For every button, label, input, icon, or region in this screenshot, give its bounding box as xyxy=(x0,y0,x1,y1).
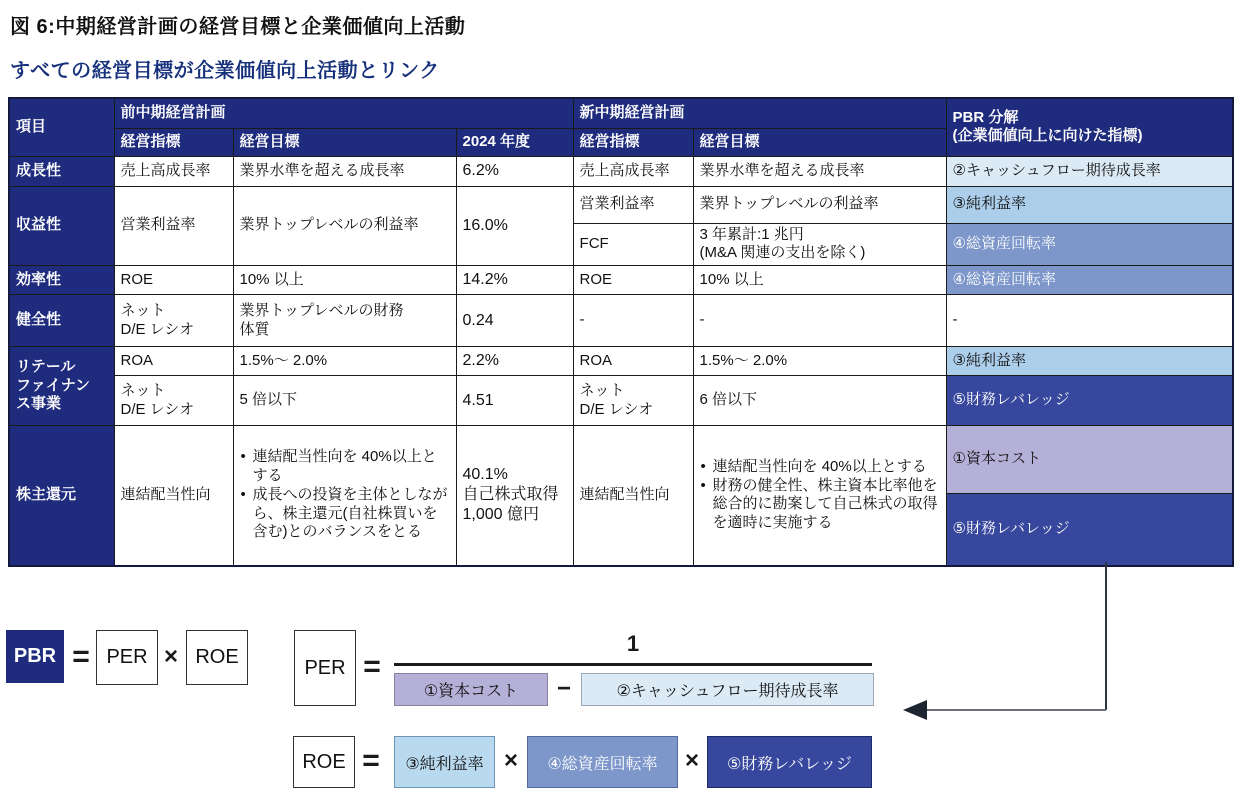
capital-cost-term: ①資本コスト xyxy=(394,673,548,706)
header-pbr-decomposition xyxy=(946,98,1233,156)
cell-growth-new-kpi: 売上高成長率 xyxy=(573,156,693,186)
equals-sign: = xyxy=(72,639,90,673)
sh-fy2024-line2: 自己株式取得 xyxy=(462,486,559,504)
row-label-growth: 成長性 xyxy=(9,156,114,186)
cell-sh-new-target xyxy=(693,426,946,566)
cell-retail-new-target-2: 6 倍以下 xyxy=(693,376,946,426)
fcf-target-line2: (M&A 関連の支出を除く) xyxy=(699,244,866,262)
cell-retail-prev-target-2: 5 倍以下 xyxy=(233,376,456,426)
minus-sign: − xyxy=(556,674,571,702)
cell-eff-fy2024: 14.2% xyxy=(456,266,573,295)
cell-retail-new-target-1: 1.5%〜 2.0% xyxy=(693,347,946,376)
row-label-profitability: 収益性 xyxy=(9,186,114,266)
retail-label-line1: リテール xyxy=(16,357,76,375)
header-prev-target: 経営目標 xyxy=(233,128,456,156)
cell-profit-fy2024: 16.0% xyxy=(456,186,573,266)
net-de-line1: ネット xyxy=(120,381,166,399)
per-term-box: PER xyxy=(96,630,158,685)
cell-sound-new-target: - xyxy=(693,295,946,347)
cell-retail-fy2024-1: 2.2% xyxy=(456,347,573,376)
connector-line-horizontal xyxy=(925,709,1106,711)
sound-target-line1: 業界トップレベルの財務 xyxy=(239,301,404,319)
multiply-sign: × xyxy=(503,747,518,774)
row-label-retail-finance xyxy=(9,347,114,426)
cell-sound-new-kpi: - xyxy=(573,295,693,347)
header-prev-plan: 前中期経営計画 xyxy=(114,98,573,128)
cell-sound-pbr: - xyxy=(946,295,1233,347)
cell-eff-prev-kpi: ROE xyxy=(114,266,233,295)
equals-sign: = xyxy=(362,744,380,777)
cell-eff-prev-target: 10% 以上 xyxy=(233,266,456,295)
row-soundness xyxy=(9,295,1233,347)
net-de-line2: D/E レシオ xyxy=(579,400,654,418)
net-de-line2: D/E レシオ xyxy=(120,320,195,338)
cell-retail-prev-kpi-2 xyxy=(114,376,233,426)
cell-retail-new-kpi-1: ROA xyxy=(573,347,693,376)
cell-profit-new-kpi-2: FCF xyxy=(573,223,693,266)
pbr-term-box: PBR xyxy=(6,630,64,683)
management-targets-table xyxy=(8,97,1234,567)
roe-lhs-box: ROE xyxy=(293,736,355,788)
retail-label-line2: ファイナン xyxy=(16,376,90,394)
cell-sound-prev-kpi xyxy=(114,295,233,347)
cell-sh-prev-target xyxy=(233,426,456,566)
cell-sh-pbr-2: ⑤財務レバレッジ xyxy=(946,494,1233,566)
row-retail-2 xyxy=(9,376,1233,426)
new-target-bullet-list xyxy=(700,458,940,533)
cell-sound-fy2024: 0.24 xyxy=(456,295,573,347)
row-retail-1 xyxy=(9,347,1233,376)
multiply-sign: × xyxy=(684,747,699,774)
net-de-line1: ネット xyxy=(120,301,166,319)
cell-retail-new-kpi-2 xyxy=(573,376,693,426)
cell-sh-prev-kpi: 連結配当性向 xyxy=(114,426,233,566)
cell-profit-prev-target: 業界トップレベルの利益率 xyxy=(233,186,456,266)
header-pbr-line2: (企業価値向上に向けた指標) xyxy=(952,127,1143,145)
header-new-target: 経営目標 xyxy=(693,128,946,156)
cell-retail-pbr-2: ⑤財務レバレッジ xyxy=(946,376,1233,426)
bullet-item: • 成長への投資を主体としながら、株主還元(自社株買いを含む)とのバランスをとる xyxy=(240,486,450,542)
header-item: 項目 xyxy=(9,98,114,156)
equals-sign: = xyxy=(363,649,381,683)
prev-target-bullet-list xyxy=(240,448,450,542)
retail-label-line3: ス事業 xyxy=(16,395,62,413)
roe-term-box: ROE xyxy=(186,630,248,685)
per-lhs-box: PER xyxy=(294,630,356,706)
asset-turnover-term: ④総資産回転率 xyxy=(527,736,678,788)
cell-sh-new-kpi: 連結配当性向 xyxy=(573,426,693,566)
row-label-efficiency: 効率性 xyxy=(9,266,114,295)
cell-profit-new-kpi-1: 営業利益率 xyxy=(573,186,693,223)
row-shareholder-1 xyxy=(9,426,1233,494)
cell-growth-prev-target: 業界水準を超える成長率 xyxy=(233,156,456,186)
bullet-item: • 財務の健全性、株主資本比率他を総合的に勘案して自己株式の取得を適時に実施する xyxy=(700,477,940,533)
multiply-sign: × xyxy=(163,642,178,670)
header-new-plan: 新中期経営計画 xyxy=(573,98,946,128)
cell-retail-pbr-1: ③純利益率 xyxy=(946,347,1233,376)
cell-sound-prev-target xyxy=(233,295,456,347)
header-fy2024: 2024 年度 xyxy=(456,128,573,156)
row-label-soundness: 健全性 xyxy=(9,295,114,347)
cell-sh-fy2024 xyxy=(456,426,573,566)
row-profitability-1 xyxy=(9,186,1233,223)
header-pbr-line1: PBR 分解 xyxy=(952,108,1019,126)
cell-growth-fy2024: 6.2% xyxy=(456,156,573,186)
cashflow-growth-term: ②キャッシュフロー期待成長率 xyxy=(581,673,874,706)
row-growth xyxy=(9,156,1233,186)
numerator-one: 1 xyxy=(626,631,640,656)
header-prev-kpi: 経営指標 xyxy=(114,128,233,156)
net-de-line1: ネット xyxy=(579,381,625,399)
sh-fy2024-line3: 1,000 億円 xyxy=(462,506,539,524)
cell-retail-fy2024-2: 4.51 xyxy=(456,376,573,426)
cell-retail-prev-target-1: 1.5%〜 2.0% xyxy=(233,347,456,376)
bullet-item: • 連結配当性向を 40%以上とする xyxy=(700,458,940,477)
arrow-left-icon xyxy=(903,700,927,720)
cell-profit-new-target-2 xyxy=(693,223,946,266)
cell-profit-pbr-2: ④総資産回転率 xyxy=(946,223,1233,266)
row-efficiency xyxy=(9,266,1233,295)
cell-eff-new-kpi: ROE xyxy=(573,266,693,295)
sh-fy2024-line1: 40.1% xyxy=(462,466,508,484)
sound-target-line2: 体質 xyxy=(239,320,270,338)
cell-eff-pbr: ④総資産回転率 xyxy=(946,266,1233,295)
cell-profit-new-target-1: 業界トップレベルの利益率 xyxy=(693,186,946,223)
cell-growth-pbr: ②キャッシュフロー期待成長率 xyxy=(946,156,1233,186)
figure-title: 図 6:中期経営計画の経営目標と企業価値向上活動 xyxy=(10,16,466,38)
cell-sh-pbr-1: ①資本コスト xyxy=(946,426,1233,494)
net-margin-term: ③純利益率 xyxy=(394,736,495,788)
cell-profit-prev-kpi: 営業利益率 xyxy=(114,186,233,266)
cell-retail-prev-kpi-1: ROA xyxy=(114,347,233,376)
cell-eff-new-target: 10% 以上 xyxy=(693,266,946,295)
financial-leverage-term: ⑤財務レバレッジ xyxy=(707,736,872,788)
row-label-shareholder-return: 株主還元 xyxy=(9,426,114,566)
bullet-item: • 連結配当性向を 40%以上とする xyxy=(240,448,450,486)
figure-subtitle: すべての経営目標が企業価値向上活動とリンク xyxy=(10,60,440,82)
cell-profit-pbr-1: ③純利益率 xyxy=(946,186,1233,223)
cell-growth-new-target: 業界水準を超える成長率 xyxy=(693,156,946,186)
fraction-bar xyxy=(394,663,872,666)
header-new-kpi: 経営指標 xyxy=(573,128,693,156)
connector-line-vertical xyxy=(1105,562,1107,710)
fcf-target-line1: 3 年累計:1 兆円 xyxy=(699,225,804,243)
net-de-line2: D/E レシオ xyxy=(120,400,195,418)
cell-growth-prev-kpi: 売上高成長率 xyxy=(114,156,233,186)
